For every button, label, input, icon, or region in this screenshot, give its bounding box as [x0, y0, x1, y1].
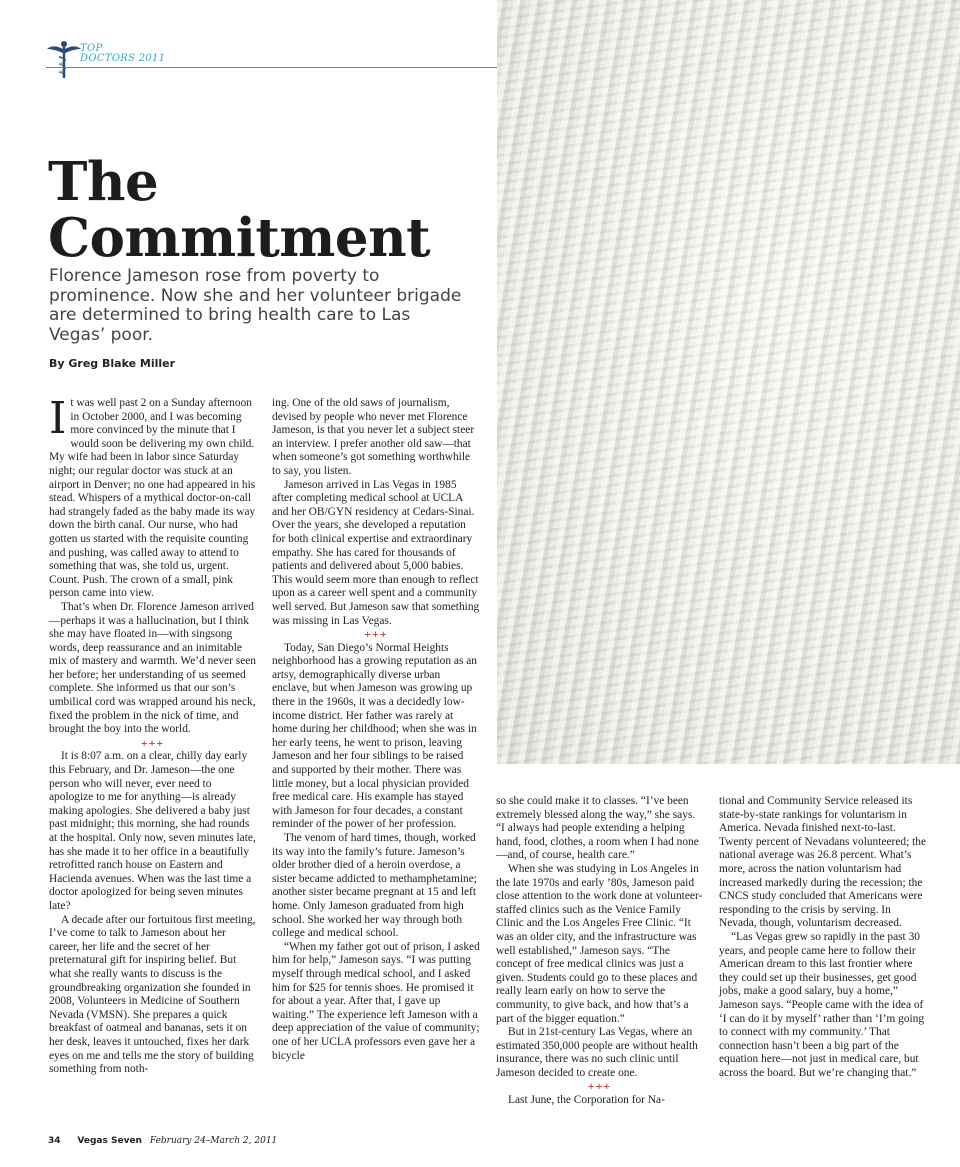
paragraph: Last June, the Corporation for Na- — [508, 1094, 665, 1107]
paragraph — [49, 393, 256, 601]
issue-date: February 24–March 2, 2011 — [149, 1136, 278, 1146]
paragraph: That’s when Dr. Florence Jameson arrived—perhaps it was a hallucination, but I think she may have floated in—with singsong words, deep reassurance and an inimitable mix of mastery and warmth. We’d never seen her before; her understanding of us seemed complete. She informed us that our son’s umbilical cord was wrapped around his neck, fixed the problem in the nick of time, and brought the boy into the world. — [49, 600, 256, 736]
section-separator: +++ — [587, 1079, 612, 1094]
paragraph: It is 8:07 a.m. on a clear, chilly day early this February, and Dr. Jameson—the one person who will never, ever need to apologize to me for anything—is already making apologies. She delivered a baby just past midnight; this morning, she had rounds at the hospital. Only now, seven minutes late, has she made it to her office in a beautifully retrofitted ranch house on Eastern and Hacienda avenues. When was the last time a doctor apologized for being seven minutes late? — [49, 750, 256, 912]
drop-cap: I — [49, 393, 67, 444]
hero-photo — [497, 0, 960, 764]
text-column-3 — [496, 795, 703, 1108]
paragraph: But in 21st-century Las Vegas, where an estimated 350,000 people are without health insurance, there was no such clinic until Jameson decided to create one. — [496, 1026, 698, 1079]
section-separator: +++ — [140, 735, 165, 750]
title-line-2: Commitment — [48, 207, 431, 269]
article-title — [48, 151, 431, 269]
page-number: 34 — [48, 1136, 61, 1146]
paragraph: ing. One of the old saws of journalism, devised by people who never met Florence Jameson, is that you never let a subject steer an interview. I prefer another old saw—that when someone’s got something worthwhile to say, you listen. — [272, 397, 475, 477]
paragraph: When she was studying in Los Angeles in the late 1970s and early ’80s, Jameson paid close attention to the work done at volunteer-staffed clinics such as the Venice Family Clinic and the Los Angeles Free Clinic. “It was an older city, and the infrastructure was well established,” Jameson says. “The concept of free medical clinics was just a given. Students could go to these places and really learn early on how to serve the community, to give back, and how that’s a part of the bigger equation.” — [496, 862, 703, 1025]
paragraph: “When my father got out of prison, I asked him for help,” Jameson says. “I was putting myself through medical school, and I asked him for $25 for tennis shoes. He promised it for about a year. After that, I gave up waiting.” The experience left Jameson with a deep appreciation of the value of community; one of her UCLA professors even gave her a bicycle — [272, 940, 480, 1062]
header-rule — [46, 67, 497, 68]
paragraph: tional and Community Service released its state-by-state rankings for voluntarism in America. Nevada finished next-to-last. Twenty percent of Nevadans volunteered; the national average was 26.8 percent. What’s more, across the nation voluntarism had increased markedly during the recession; the CNCS study concluded that Americans were responding to the crisis by serving. In Nevada, though, voluntarism decreased. — [719, 795, 926, 930]
paragraph: “Las Vegas grew so rapidly in the past 30 years, and people came here to follow their American dream to this last frontier where they could set up their businesses, get good jobs, make a good salary, buy a home,” Jameson says. “People came with the idea of ‘I can do it by myself’ rather than ‘I’m going to connect with my community.’ That connection hasn’t been a big part of the equation here—not just in medical care, but across the board. But we’re changing that.” — [719, 930, 925, 1079]
section-label-line2: DOCTORS 2011 — [80, 53, 166, 64]
caduceus-icon — [46, 40, 82, 80]
paragraph: A decade after our fortuitous first meeting, I’ve come to talk to Jameson about her career, her life and the secret of her preternatural gift for inspiring belief. But what she really wants to discuss is the groundbreaking organization she founded in 2008, Volunteers in Medicine of Southern Nevada (VMSN). She prepares a quick breakfast of oatmeal and bananas, sets it on her desk, leaves it untouched, fixes her dark eyes on me and tells me the story of building something from noth- — [49, 913, 256, 1076]
section-label — [80, 44, 165, 64]
magazine-name: Vegas Seven — [77, 1136, 142, 1146]
paragraph: The venom of hard times, though, worked its way into the family’s future. Jameson’s older brother died of a heroin overdose, a sister became addicted to methamphetamine; another sister became pregnant at 15 and left home. Only Jameson graduated from high school. She worked her way through both college and medical school. — [272, 832, 477, 940]
section-label-line1: TOP — [80, 43, 103, 54]
text-column-1 — [49, 393, 256, 1077]
paragraph: Today, San Diego’s Normal Heights neighborhood has a growing reputation as an artsy, demographically diverse urban enclave, but when Jameson was growing up there in the 1960s, it was a decidedly low-income district. Her father was rarely at home during her childhood; when she was in her early teens, he went to prison, leaving Jameson and her four siblings to be raised and supported by their mother. There was little money, but a local physician provided free medical care. His example has stayed with Jameson for four decades, a constant reminder of the power of her profession. — [272, 641, 477, 831]
section-separator: +++ — [364, 627, 388, 642]
title-line-1: The — [48, 151, 159, 213]
text-column-2 — [272, 397, 480, 1063]
paragraph: so she could make it to classes. “I’ve been extremely blessed along the way,” she says. “I always had people extending a helping hand, food, clothes, a room when I had none—and, of course, health care.” — [496, 795, 699, 862]
paragraph-text: t was well past 2 on a Sunday afternoon in October 2000, and I was becoming more convinced by the minute that I would soon be delivering my own child. My wife had been in labor since Saturday night; our regular doctor was stuck at an airport in Denver; no one had appeared in his stead. Whispers of a mythical doctor-on-call had strangely faded as the baby made its way down the birth canal. Our nurse, who had gotten us started with the requisite counting and pushing, was called away to attend to something that was, she told us, urgent. Count. Push. The crown of a small, pink person came into view. — [49, 397, 256, 600]
paragraph: Jameson arrived in Las Vegas in 1985 after completing medical school at UCLA and her OB/GYN residency at Cedars-Sinai. Over the years, she developed a reputation for both clinical expertise and extraordinary empathy. She has cared for thousands of patients and delivered about 5,000 babies. This would seem more than enough to reflect upon as a career well spent and a community well served. But Jameson saw that something was missing in Las Vegas. — [272, 478, 480, 627]
page-footer — [48, 1136, 277, 1146]
article-deck: Florence Jameson rose from poverty to prominence. Now she and her volunteer brigade are determined to bring health care to Las Vegas’ poor. — [49, 266, 462, 345]
text-column-4 — [719, 795, 926, 1080]
byline: By Greg Blake Miller — [49, 357, 176, 370]
